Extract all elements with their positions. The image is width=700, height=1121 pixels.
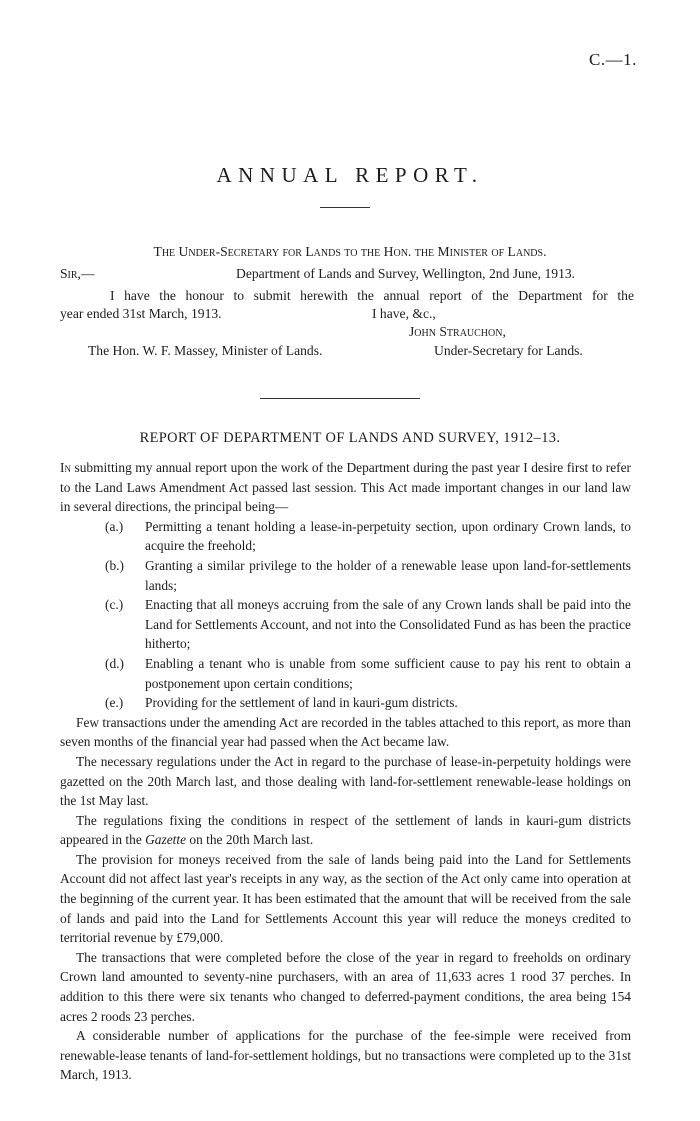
letter-addressee: The Hon. W. F. Massey, Minister of Lands. [88,343,323,358]
list-item-text: Permitting a tenant holding a lease-in-perpetuity section, upon ordinary Crown lands, to acquire the freehold; [145,518,631,554]
letter-from-to: The Under-Secretary for Lands to the Hon. the Minister of Lands. [153,244,547,259]
list-item [60,595,631,654]
letter-dateline: Department of Lands and Survey, Wellington, 2nd June, 1913. [236,266,576,281]
list-item-text: Enacting that all moneys accruing from the sale of any Crown lands shall be paid into the Land for Settlements Account, and not into the Consolidated Fund as has been the practice hitherto; [145,597,631,652]
list-item [60,556,631,595]
list-item [60,654,631,693]
list-item-label: (a.) [105,518,124,534]
letter-salutation: Sir,— [60,266,95,281]
section-rule [260,398,420,399]
intro-paragraph [60,458,631,517]
intro-first-word: In [60,460,71,475]
list-item-label: (b.) [105,557,124,573]
paragraph-transactions: Few transactions under the amending Act are recorded in the tables attached to this report, as more than seven months of the financial year had passed when the Act became law. [60,714,631,750]
page-title: ANNUAL REPORT. [216,163,484,187]
paragraph-moneys: The provision for moneys received from the sale of lands being paid into the Land for Settlements Account did not affect last year's receipts in any way, as the section of the Act only came into operation at the beginning of the current year. It has been estimated that the amount that will be received from the sale of lands and paid into the Land for Settlements Account this year will reduce the moneys credited to territorial revenue by £79,000. [60,851,631,946]
list-item-label: (d.) [105,655,124,671]
list-item-text: Providing for the settlement of land in kauri-gum districts. [145,695,458,711]
para3-text-b: on the 20th March last. [186,832,314,848]
letter-body-line-1: I have the honour to submit herewith the annual report of the Department for the [110,288,634,303]
list-item-label: (c.) [105,597,124,613]
list-item-text: Enabling a tenant who is unable from some sufficient cause to pay his rent to obtain a postponement upon certain conditions; [145,655,631,691]
letter-body-line-2: year ended 31st March, 1913. [60,306,222,321]
letter-signatory: John Strauchon, [409,324,506,339]
letter-signatory-title: Under-Secretary for Lands. [434,343,583,358]
page-reference: C.—1. [589,50,637,69]
gazette-italic: Gazette [145,832,187,848]
report-heading: REPORT OF DEPARTMENT OF LANDS AND SURVEY, 1912–13. [139,430,561,446]
title-rule [320,207,370,208]
paragraph-kauri-gum [60,811,631,850]
report-body [60,458,631,1085]
para3-text-a: The regulations fixing the conditions in respect of the settlement of lands in kauri-gum districts appeared in the [60,812,631,848]
list-item [60,693,631,713]
list-item-text: Granting a similar privilege to the holder of a renewable lease upon land-for-settlements lands; [145,557,631,593]
letter-closing: I have, &c., [372,306,436,321]
paragraph-regulations: The necessary regulations under the Act in regard to the purchase of lease-in-perpetuity holdings were gazetted on the 20th March last, and those dealing with land-for-settlement renewable-lease holdings on the 1st May last. [60,753,631,809]
list-item-label: (e.) [105,695,124,711]
intro-text: submitting my annual report upon the work of the Department during the past year I desire first to refer to the Land Laws Amendment Act passed last session. This Act made important changes in our land law in several directions, the principal being— [60,460,631,515]
paragraph-applications: A considerable number of applications for the purchase of the fee-simple were received from renewable-lease tenants of land-for-settlement holdings, but no transactions were completed up to the 31st March, 1913. [60,1028,631,1083]
paragraph-freeholds: The transactions that were completed before the close of the year in regard to freeholds on ordinary Crown land amounted to seventy-nine purchasers, with an area of 11,633 acres 1 rood 37 perches. In addition to this there were six tenants who changed to deferred-payment conditions, the area being 154 acres 2 roods 23 perches. [60,949,631,1024]
list-item [60,517,631,556]
